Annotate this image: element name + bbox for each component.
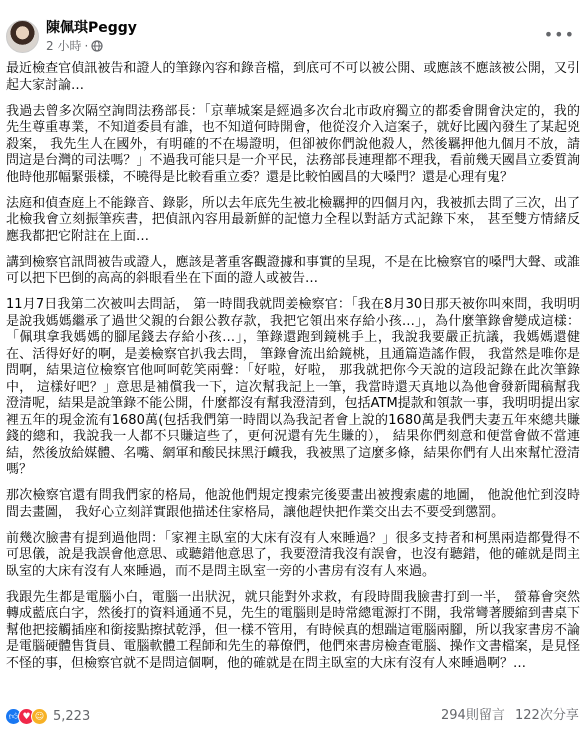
avatar[interactable] <box>6 20 39 53</box>
more-options-icon[interactable]: ••• <box>543 25 575 44</box>
reactions-summary[interactable] <box>5 708 90 725</box>
shares-count[interactable]: 122次分享 <box>515 708 579 723</box>
meta-separator: · <box>84 39 89 53</box>
paragraph: 那次檢察官還有問我們家的格局，他說他們規定搜索完後要畫出被搜索處的地圖， 他說他忙到沒時間去畫圖， 我好心立刻詳實跟他描述住家格局，讓他趕快把作業交出去不要受到懲罰。 <box>6 488 580 520</box>
globe-icon <box>91 40 103 52</box>
love-icon: ♥ <box>18 708 35 725</box>
post-header <box>0 0 585 60</box>
post-time[interactable]: 2 小時 <box>46 39 82 53</box>
care-icon: ☺ <box>31 708 48 725</box>
like-icon: 👍︎ <box>5 708 22 725</box>
paragraph: 最近檢查官偵訊被告和證人的筆錄內容和錄音檔，到底可不可以被公開、或應該不應該被公開，又引起大家討論… <box>6 61 580 93</box>
paragraph: 我跟先生都是電腦小白，電腦一出狀況，就只能對外求救，有段時間我臉書打到一半， 螢幕會突然轉成藍底白字，然後打的資料通通不見，先生的電腦則是時常總電源打不開，我常彎著腰縮到書桌下幫他把接觸插座和銜接點擦拭乾淨，但一樣不管用，有時候真的想踹這電腦兩腳，所以我家書房不論是電腦硬體售貨員、電腦軟體工程師和先生的幕僚們，他們來書房檢查電腦、操作文書檔案，是見怪不怪的事，但檢察官就不是問這個啊，他的確就是在問主臥室的大床有沒有人來睡過啊？… <box>6 589 580 671</box>
author-name[interactable]: 陳佩琪Peggy <box>46 20 137 36</box>
paragraph: 前幾次臉書有提到過他問：「家裡主臥室的大床有沒有人來睡過？」很多支持者和柯黑兩造都覺得不可思儀，說是我誤會他意思、或聽錯他意思了，我要澄清我沒有誤會，也沒有聽錯，他的確就是問主臥室的大床有沒有人來睡過，而不是問主臥室一旁的小書房有沒有人來過。 <box>6 530 580 579</box>
comments-count[interactable]: 294則留言 <box>441 708 505 723</box>
reaction-count[interactable]: 5,223 <box>53 708 91 724</box>
paragraph: 我過去曾多次隔空詢問法務部長：「京華城案是經過多次台北市政府獨立的都委會開會決定的，我的先生尊重專業，不知道委員有誰，也不知道何時開會，他從沒介入這案子，就好比國內發生了某起兇殺案， 我先生人在國外，有明確的不在場證明，但卻被你們說他殺人，然後羈押他九個月不放，請問這是台灣的司法嗎？」不過我可能只是一介平民，法務部長連理都不理我，看前幾天國昌立委質詢他時他那幅緊張樣，不曉得是比較看重立委？還是比較怕國昌的大嗓門？還是心理有鬼？ <box>6 103 580 185</box>
post-footer <box>0 706 585 728</box>
post-meta <box>46 39 103 53</box>
paragraph: 講到檢察官訊問被告或證人，應該是著重客觀證據和事實的呈現，不是在比檢察官的嗓門大聲、或誰可以把下巴倒的高高的斜眼看坐在下面的證人或被告… <box>6 254 580 286</box>
paragraph: 法庭和偵查庭上不能錄音、錄影，所以去年底先生被北檢羈押的四個月內，我被抓去問了三次，出了北檢我會立刻振筆疾書，把偵訊內容用最新鮮的記憶力全程以對話方式記錄下來， 甚至雙方情緒反應我都把它附註在上面… <box>6 195 580 244</box>
paragraph: 11月7日我第二次被叫去問話， 第一時間我就問姜檢察官：「我在8月30日那天被你叫來問，我明明是說我媽媽繼承了過世父親的台銀公教存款，我把它領出來存給小孩…」，為什麼筆錄會變成這樣：「佩琪拿我媽媽的腳尾錢去存給小孩…」，筆錄還跑到鏡桃手上，我說我要嚴正抗議，我媽媽還健在、活得好好的啊，是姜檢察官扒我去問， 筆錄會流出給鏡桃，且通篇造謠作假， 我當然是唯你是問啊，結果這位檢察官他呵呵乾笑兩聲：「好啦，好啦， 那我就把你今天說的這段記錄在此次筆錄中， 這樣好吧？」意思是補償我一下，這次幫我記上一筆，我當時還天真地以為他會發新聞稿幫我澄清呢，結果是說筆錄不能公開，什麼都沒有幫我澄清到，包括ATM提款和領款一事，我明明提出家裡五年的現金流有1680萬(包括我們第一時間以為我記者會上說的1680萬是我們夫妻五年來總共賺錢的總和，我說我一人都不只賺這些了，更何況還有先生賺的）， 結果你們刻意和便當會做不當連結，然後放給媒體、名嘴、網軍和酸民抹黑汙衊我，我被黑了這麼多條，結果你們有人出來幫忙澄清嗎？ <box>6 297 580 477</box>
post-body <box>6 61 580 682</box>
